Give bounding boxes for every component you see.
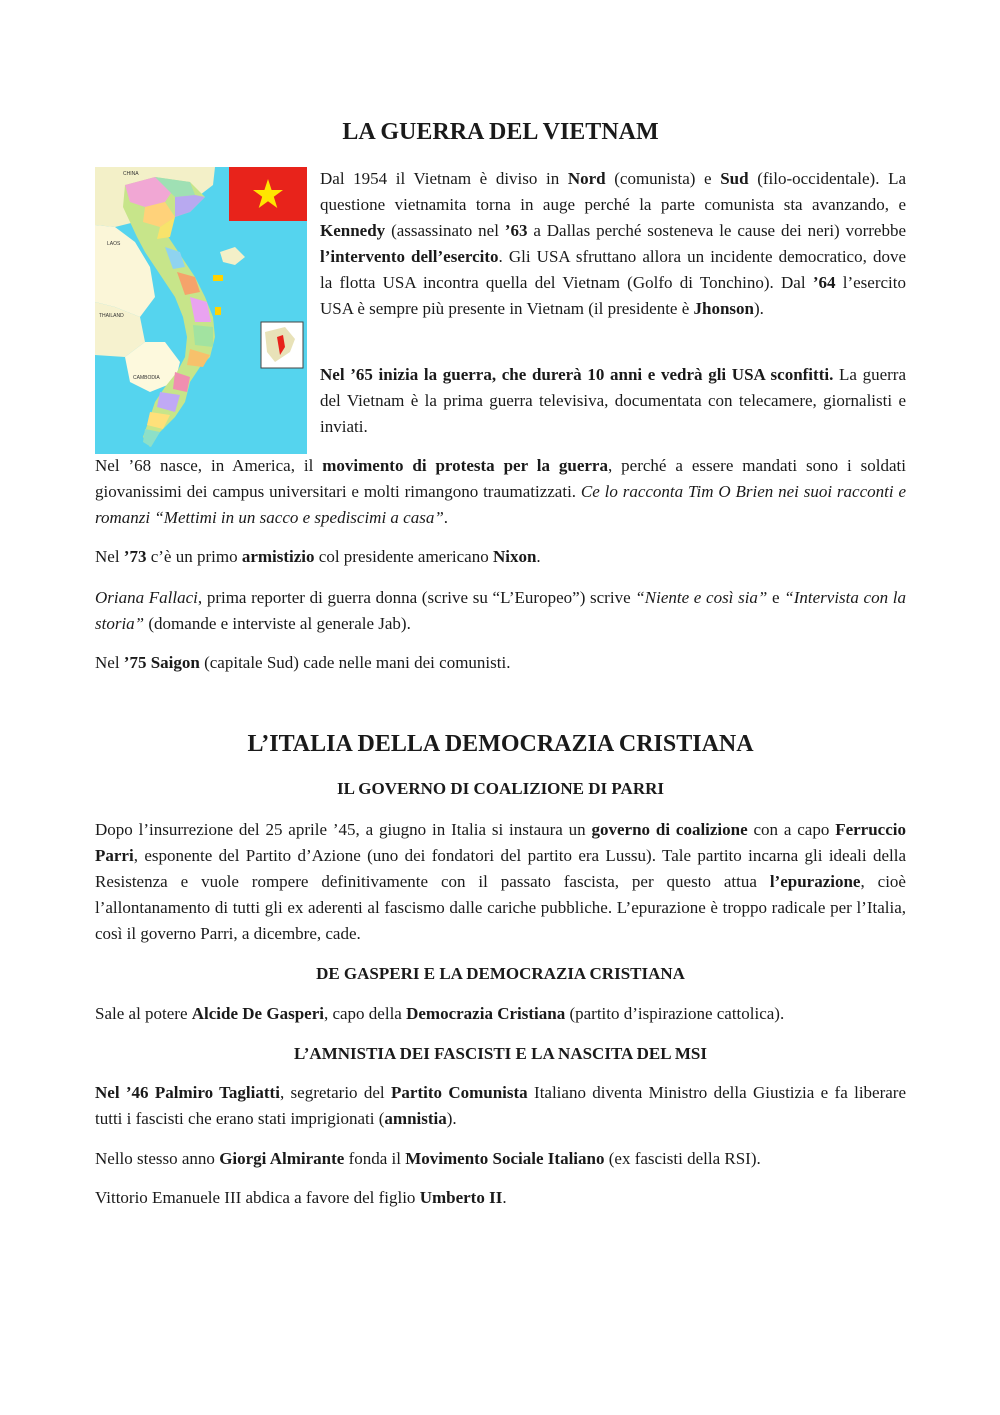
paragraph-umberto: Vittorio Emanuele III abdica a favore del figlio Umberto II. (95, 1188, 507, 1207)
subheading-parri: IL GOVERNO DI COALIZIONE DI PARRI (337, 779, 664, 798)
subheading-de-gasperi: DE GASPERI E LA DEMOCRAZIA CRISTIANA (316, 964, 685, 983)
vietnam-flag-icon (229, 167, 307, 221)
paragraph-de-gasperi: Sale al potere Alcide De Gasperi, capo della Democrazia Cristiana (partito d’ispirazione cattolica). (95, 1004, 785, 1023)
section-title-italia: L’ITALIA DELLA DEMOCRAZIA CRISTIANA (247, 731, 754, 757)
paragraph-tagliatti: Nel ’46 Palmiro Tagliatti, segretario del Partito Comunista Italiano diventa Ministro della Giustizia e fa liberare tutti i fascisti che erano stati imprigionati (amnistia). (95, 1083, 907, 1128)
paragraph-war-start: Nel ’65 inizia la guerra, che durerà 10 anni e vedrà gli USA sconfitti. La guerra del Vietnam è la prima guerra televisiva, documentata con telecamere, giornalisti e inviati. (320, 365, 907, 436)
paragraph-armistice: Nel ’73 c’è un primo armistizio col presidente americano Nixon. (95, 547, 541, 566)
paragraph-saigon: Nel ’75 Saigon (capitale Sud) cade nelle mani dei comunisti. (95, 653, 511, 672)
map-label-cambodia: CAMBODIA (133, 375, 160, 381)
paragraph-oriana-fallaci: Oriana Fallaci, prima reporter di guerra donna (scrive su “L’Europeo”) scrive “Niente e così sia” e “Intervista con la storia” (domande e interviste al generale Jab). (95, 588, 907, 633)
paragraph-protest-movement: Nel ’68 nasce, in America, il movimento di protesta per la guerra, perché a essere mandati sono i soldati giovanissimi dei campus universitari e molti rimangono traumatizzati. Ce lo racconta Tim O Brien nei suoi racconti e romanzi “Mettimi in un sacco e spediscimi a casa”. (95, 456, 906, 527)
map-label-china: CHINA (123, 171, 139, 177)
vietnam-map-image (95, 167, 307, 454)
paragraph-parri: Dopo l’insurrezione del 25 aprile ’45, a giugno in Italia si instaura un governo di coalizione con a capo Ferruccio Parri, esponente del Partito d’Azione (uno dei fondatori del partito era Lussu). Tale partito incarna gli ideali della Resistenza e vuole rompere definitivamente con il passato fascista, per questo attua l’epurazione, cioè l’allontanamento di tutti gli ex aderenti al fascismo dalle cariche pubbliche. L’epurazione è troppo radicale per l’Italia, così il governo Parri, a dicembre, cade. (95, 820, 906, 943)
map-label-laos: LAOS (107, 241, 121, 247)
subheading-amnistia: L’AMNISTIA DEI FASCISTI E LA NASCITA DEL MSI (293, 1044, 707, 1063)
paragraph-vietnam-division: Dal 1954 il Vietnam è diviso in Nord (comunista) e Sud (filo-occidentale). La questione vietnamita torna in auge perché la parte comunista sta avanzando, e Kennedy (assassinato nel ’63 a Dallas perché sosteneva le cause dei neri) vorrebbe l’intervento dell’esercito. Gli USA sfruttano allora un incidente democratico, dove la flotta USA incontra quella del Vietnam (Golfo di Tonchino). Dal ’64 l’esercito USA è sempre più presente in Vietnam (il presidente è Jhonson). (320, 169, 906, 318)
paragraph-almirante: Nello stesso anno Giorgi Almirante fonda il Movimento Sociale Italiano (ex fascisti della RSI). (95, 1149, 761, 1168)
section-title-vietnam: LA GUERRA DEL VIETNAM (342, 119, 659, 145)
map-label-thailand: THAILAND (99, 313, 124, 319)
